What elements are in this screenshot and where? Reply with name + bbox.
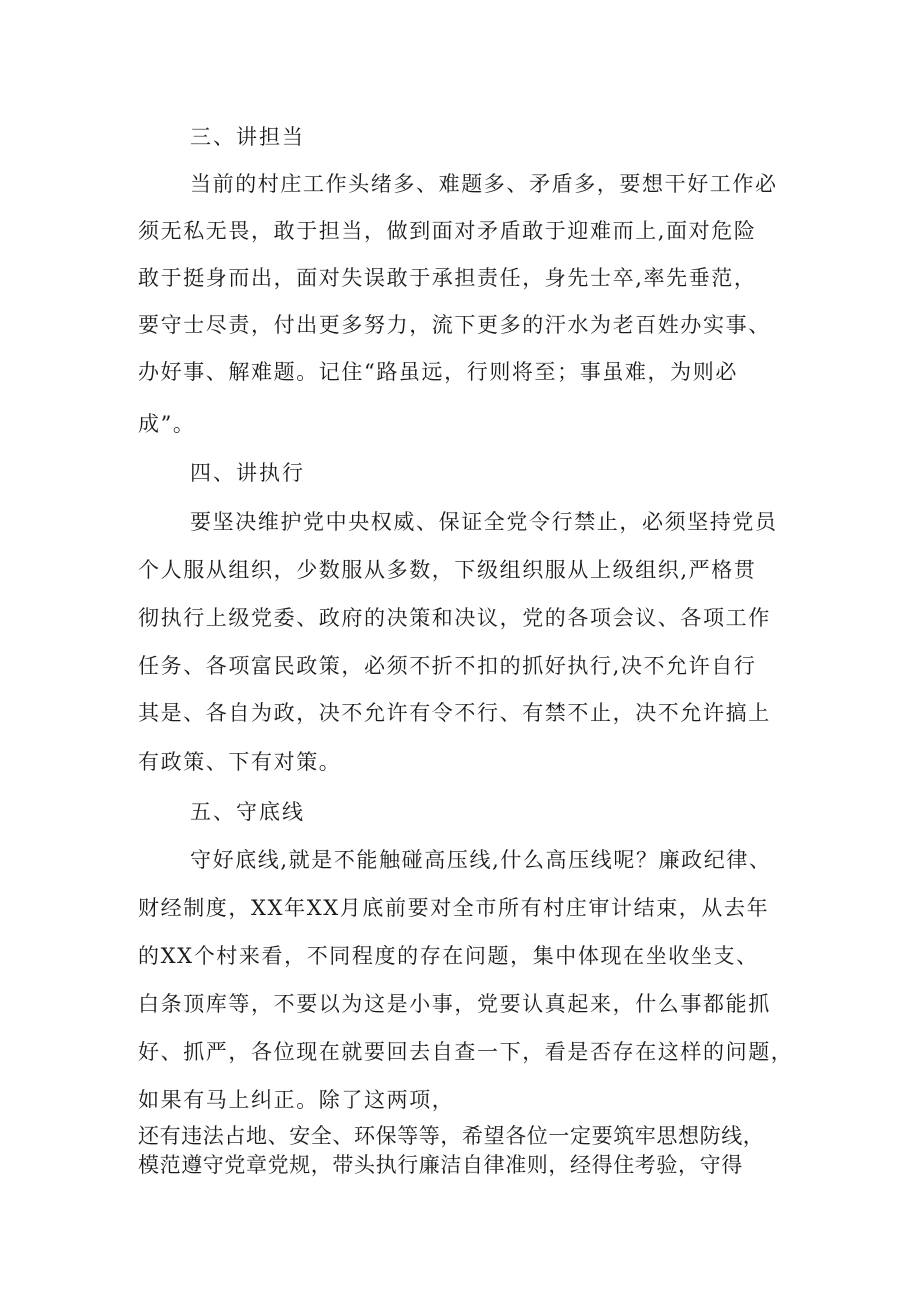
paragraph-line: 财经制度，XX年XX月底前要对全市所有村庄审计结束，从去年 <box>138 896 770 920</box>
paragraph-line: 的XX个村来看，不同程度的存在问题，集中体现在坐收坐支、 <box>138 944 759 968</box>
paragraph-line: 如果有马上纠正。除了这两项， <box>138 1088 455 1112</box>
paragraph-line: 彻执行上级党委、政府的决策和决议，党的各项会议、各项工作 <box>138 606 771 630</box>
paragraph-line: 须无私无畏，敢于担当，做到面对矛盾敢于迎难而上,面对危险 <box>138 219 757 243</box>
paragraph-line: 其是、各自为政，决不允许有令不行、有禁不止，决不允许搞上 <box>138 701 771 725</box>
paragraph-line: 模范遵守党章党规，带头执行廉洁自律准则，经得住考验，守得 <box>138 1153 743 1177</box>
section-heading: 四、讲执行 <box>190 461 305 485</box>
paragraph-line: 当前的村庄工作头绪多、难题多、矛盾多，要想干好工作必 <box>190 172 778 196</box>
paragraph-line: 成”。 <box>138 412 196 436</box>
paragraph-line: 敢于挺身而出，面对失误敢于承担责任，身先士卒,率先垂范， <box>138 266 757 290</box>
paragraph-line: 守好底线,就是不能触碰高压线,什么高压线呢？廉政纪律、 <box>190 848 772 872</box>
paragraph-line: 任务、各项富民政策，必须不折不扣的抓好执行,决不允许自行 <box>138 654 757 678</box>
paragraph-line: 好、抓严，各位现在就要回去自查一下，看是否存在这样的问题， <box>138 1040 794 1064</box>
paragraph-line: 个人服从组织，少数服从多数，下级组织服从上级组织,严格贯 <box>138 558 757 582</box>
paragraph-line: 要守士尽责，付出更多努力，流下更多的汗水为老百姓办实事、 <box>138 313 771 337</box>
paragraph-line: 要坚决维护党中央权威、保证全党令行禁止，必须坚持党员 <box>190 510 778 534</box>
paragraph-line: 白条顶库等，不要以为这是小事，党要认真起来，什么事都能抓 <box>138 992 771 1016</box>
paragraph-line: 还有违法占地、安全、环保等等，希望各位一定要筑牢思想防线， <box>138 1124 765 1148</box>
section-heading: 五、守底线 <box>190 800 305 824</box>
paragraph-line: 办好事、解难题。记住“路虽远，行则将至；事虽难，为则必 <box>138 360 738 384</box>
paragraph-line: 有政策、下有对策。 <box>138 750 342 774</box>
section-heading: 三、讲担当 <box>190 125 305 149</box>
